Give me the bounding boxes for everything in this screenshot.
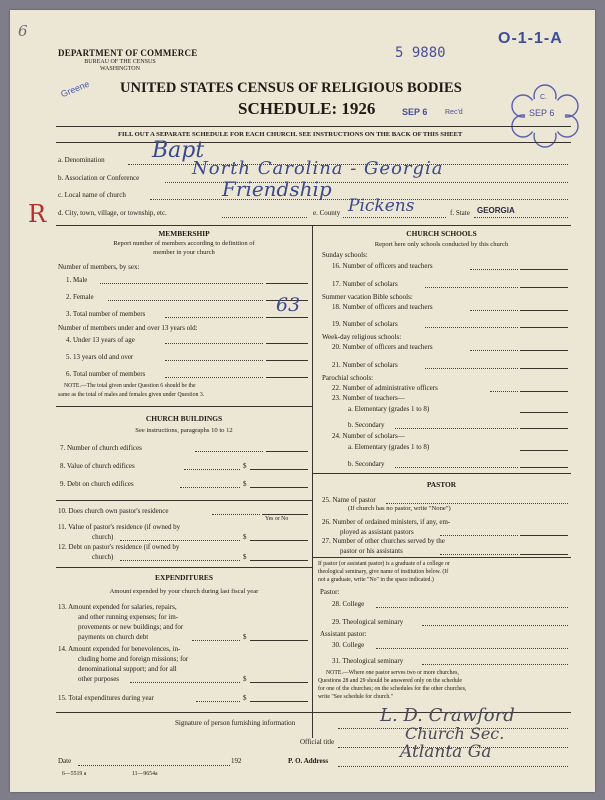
po-address-label: P. O. Address [288,757,329,765]
expenditures-subtitle: Amount expended by your church during last fiscal year [109,588,259,595]
form-number: 6—5519 a [62,771,87,777]
q27-label-1: 27. Number of other churches served by the [322,537,445,545]
city-town-label: d. City, town, village, or township, etc. [58,209,167,217]
date-year: 192 [231,757,242,765]
q9-dollar: $ [243,480,247,488]
separate-schedule-instruction: FILL OUT A SEPARATE SCHEDULE FOR EACH CHURCH. SEE INSTRUCTIONS ON THE BACK OF THIS SHEET [118,131,463,138]
denomination-value[interactable]: Bapt [152,138,205,163]
top-left-number: 6 [18,22,28,40]
county-value[interactable]: Pickens [348,196,415,216]
pastor-note-4: write "See schedule for church." [318,694,394,700]
pastor-note-3: for one of the churches; on the schedules for the other churches, [318,686,467,692]
q10-label: 10. Does church own pastor's residence [58,507,169,515]
q13-line-1: 13. Amount expended for salaries, repairs, [58,603,177,611]
graduate-instruction-1: If pastor (or assistant pastor) is a graduate of a college or [318,561,450,567]
local-name-value[interactable]: Friendship [222,177,332,201]
q27-label-2: pastor or his assistants [340,547,403,555]
schedule-title: SCHEDULE: 1926 [238,99,376,118]
q19-label: 19. Number of scholars [332,320,398,328]
members-by-age-heading: Number of members under and over 13 years old: [58,324,198,332]
q12-label-2: church) [92,553,114,561]
q9-label: 9. Debt on church edifices [60,480,134,488]
q5-13-and-over-label: 5. 13 years old and over [66,353,134,361]
margin-mark-r: R [28,200,47,228]
membership-note-2: same as the total of males and females given under Question 3. [58,392,205,398]
parochial-schools-heading: Parochial schools: [322,374,374,382]
q21-label: 21. Number of scholars [332,361,398,369]
q23a-label: a. Elementary (grades 1 to 8) [348,405,430,413]
q1-male-label: 1. Male [66,276,88,284]
q14-dollar: $ [243,675,247,683]
q17-label: 17. Number of scholars [332,280,398,288]
q12-dollar: $ [243,553,247,561]
stamp-left-word: Greene [59,78,91,100]
q13-line-3: provements or new buildings; and for [78,623,184,631]
church-buildings-subtitle: See instructions, paragraphs 10 to 12 [135,427,233,434]
q22-label: 22. Number of administrative officers [332,384,438,392]
q16-label: 16. Number of officers and teachers [332,262,433,270]
q3-total-label: 3. Total number of members [66,310,146,318]
q11-label-1: 11. Value of pastor's residence (if owned by [58,523,181,531]
pastor-title: PASTOR [426,480,457,489]
q24b-label: b. Secondary [348,460,385,468]
county-label: e. County [313,209,341,217]
q11-dollar: $ [243,533,247,541]
q23b-label: b. Secondary [348,421,385,429]
received-label-stamp: Rec'd [445,109,463,116]
q8-dollar: $ [243,462,247,470]
pastor-note-1: NOTE.—Where one pastor serves two or more churches, [326,670,459,676]
q29-label: 29. Theological seminary [332,618,404,626]
q12-label-1: 12. Debt on pastor's residence (if owned by [58,543,180,551]
q3-total-value[interactable]: 63 [276,294,301,316]
local-name-label: c. Local name of church [58,191,126,199]
church-schools-title: CHURCH SCHOOLS [406,229,477,238]
q25-note: (If church has no pastor, write "None") [348,505,451,512]
association-value[interactable]: North Carolina - Georgia [192,158,444,179]
signature-label: Signature of person furnishing information [175,719,296,727]
q14-line-1: 14. Amount expended for benevolences, in- [58,645,181,653]
q7-label: 7. Number of church edifices [60,444,142,452]
pastor-heading: Pastor: [320,588,340,596]
q13-line-4: payments on church debt [78,633,149,641]
q11-label-2: church) [92,533,114,541]
q2-female-label: 2. Female [66,293,94,301]
file-code: O-1-1-A [498,30,563,47]
church-schools-subtitle: Report here only schools conducted by this church [374,241,509,248]
q14-line-3: denominational support; and for all [78,665,177,673]
q18-label: 18. Number of officers and teachers [332,303,433,311]
association-label: b. Association or Conference [58,174,140,182]
city-label: WASHINGTON [100,66,140,72]
official-title-label: Official title [300,738,335,746]
q24a-label: a. Elementary (grades 1 to 8) [348,443,430,451]
q14-line-4: other purposes [78,675,120,683]
q31-label: 31. Theological seminary [332,657,404,665]
state-value[interactable]: GEORGIA [477,206,515,215]
received-date-stamp: SEP 6 [402,107,428,117]
official-title-value[interactable]: Church Sec. [405,724,505,743]
q13-dollar: $ [243,633,247,641]
q30-label: 30. College [332,641,365,649]
q8-label: 8. Value of church edifices [60,462,135,470]
members-by-sex-heading: Number of members, by sex: [58,263,140,271]
denomination-label: a. Denomination [58,156,105,164]
q14-line-2: cluding home and foreign missions; for [78,655,189,663]
q26-label-1: 26. Number of ordained ministers, if any, em- [322,518,451,526]
membership-intro-2: member in your church [153,249,215,256]
department-label: DEPARTMENT OF COMMERCE [58,48,198,58]
stamp-number: 5 9880 [395,45,446,61]
yes-no-hint: Yes or No [265,516,289,522]
membership-intro-1: Report number of members according to definition of [113,240,255,247]
church-buildings-title: CHURCH BUILDINGS [145,414,223,423]
q13-line-2: and other running expenses; for im- [78,613,179,621]
bureau-label: BUREAU OF THE CENSUS [84,59,156,65]
pastor-note-2: Questions 28 and 29 should be answered only on the schedule [318,678,462,684]
form-title: UNITED STATES CENSUS OF RELIGIOUS BODIES [120,80,462,96]
print-number: 11—9654a [132,771,158,777]
q15-label: 15. Total expenditures during year [58,694,154,702]
q24-label: 24. Number of scholars— [332,432,405,440]
q15-dollar: $ [243,694,247,702]
sunday-schools-heading: Sunday schools: [322,251,368,259]
graduate-instruction-2: theological seminary, give name of institution below. (If [318,569,449,575]
q23-label: 23. Number of teachers— [332,394,405,402]
q26-label-2: ployed as assistant pastors [340,528,414,536]
membership-title: MEMBERSHIP [158,229,210,238]
summer-schools-heading: Summer vacation Bible schools: [322,293,413,301]
q28-label: 28. College [332,600,365,608]
date-label: Date [58,757,72,765]
assistant-pastor-heading: Assistant pastor: [320,630,367,638]
weekday-schools-heading: Week-day religious schools: [322,333,402,341]
expenditures-title: EXPENDITURES [155,573,213,582]
q4-under-13-label: 4. Under 13 years of age [66,336,135,344]
q20-label: 20. Number of officers and teachers [332,343,433,351]
graduate-instruction-3: not a graduate, write "No" in the space indicated.) [318,577,434,583]
q6-total-label: 6. Total number of members [66,370,146,378]
signature-value[interactable]: L. D. Crawford [380,705,515,726]
flower-stamp-top: C. [540,94,547,101]
flower-stamp-bottom: SEP 6 [529,108,555,118]
po-address-value[interactable]: Atlanta Ga [400,742,492,762]
q25-label: 25. Name of pastor [322,496,376,504]
membership-note-1: NOTE.—The total given under Question 6 should be the [64,383,196,389]
state-label: f. State [450,209,470,217]
